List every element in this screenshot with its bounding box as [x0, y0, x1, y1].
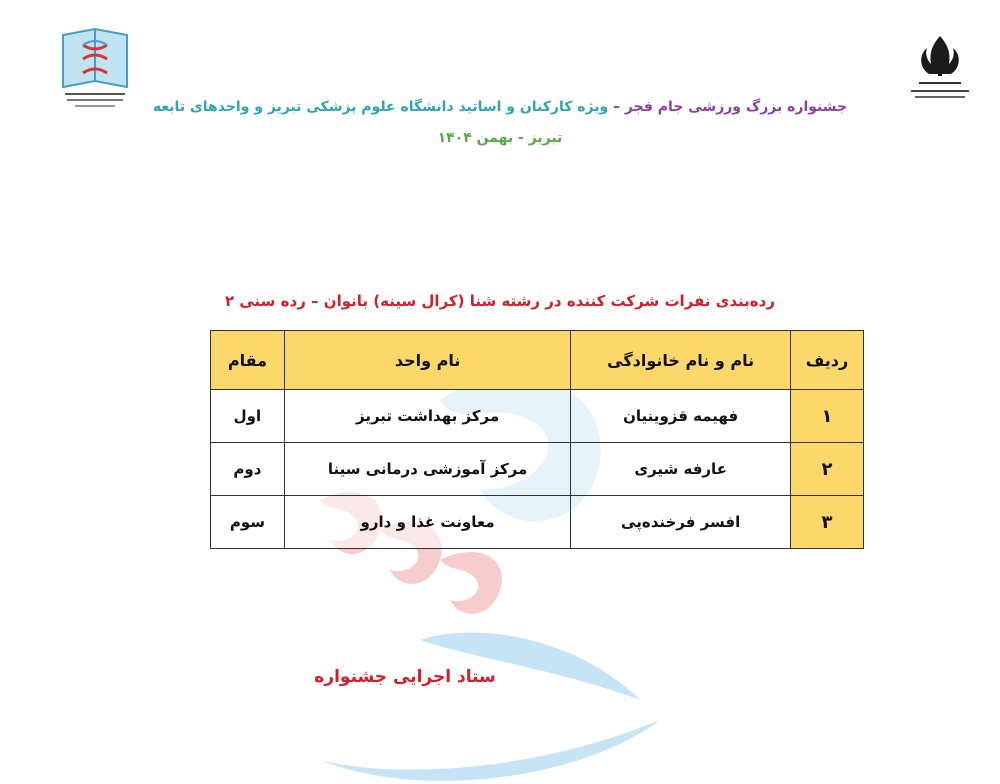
header-row-number: ردیف	[790, 331, 863, 390]
rank: سوم	[211, 496, 285, 549]
festival-title-part2: ویژه کارکنان و اساتید دانشگاه علوم پزشکی تبریز و واحدهای تابعه	[152, 99, 609, 115]
unit-name: مرکز بهداشت تبریز	[284, 390, 570, 443]
unit-name: مرکز آموزشی درمانی سینا	[284, 443, 570, 496]
festival-title-part1: جشنواره بزرگ ورزشی جام فجر –	[613, 99, 848, 115]
header-full-name: نام و نام خانوادگی	[571, 331, 791, 390]
participant-name: عارفه شیری	[571, 443, 791, 496]
university-logo-icon	[55, 25, 135, 115]
row-number: ۱	[790, 390, 863, 443]
rank: دوم	[211, 443, 285, 496]
header-rank: مقام	[211, 331, 285, 390]
table-row	[211, 496, 864, 549]
festival-place-date	[150, 130, 850, 146]
table-row	[211, 443, 864, 496]
rank: اول	[211, 390, 285, 443]
participant-name: افسر فرخنده‌پی	[571, 496, 791, 549]
iran-emblem-icon	[905, 30, 975, 110]
table-title: رده‌بندی نفرات شرکت کننده در رشته شنا (کرال سینه) بانوان – رده سنی ۲	[225, 292, 775, 310]
row-number: ۲	[790, 443, 863, 496]
unit-name: معاونت غذا و دارو	[284, 496, 570, 549]
header-unit-name: نام واحد	[284, 331, 570, 390]
table-header-row	[211, 331, 864, 390]
results-table	[210, 330, 864, 549]
executive-committee-signature: ستاد اجرایی جشنواره	[314, 667, 496, 687]
participant-name: فهیمه قزوینیان	[571, 390, 791, 443]
row-number: ۳	[790, 496, 863, 549]
table-row	[211, 390, 864, 443]
festival-title	[150, 99, 850, 115]
place-date-text: تبریز - بهمن ۱۴۰۴	[437, 130, 563, 146]
